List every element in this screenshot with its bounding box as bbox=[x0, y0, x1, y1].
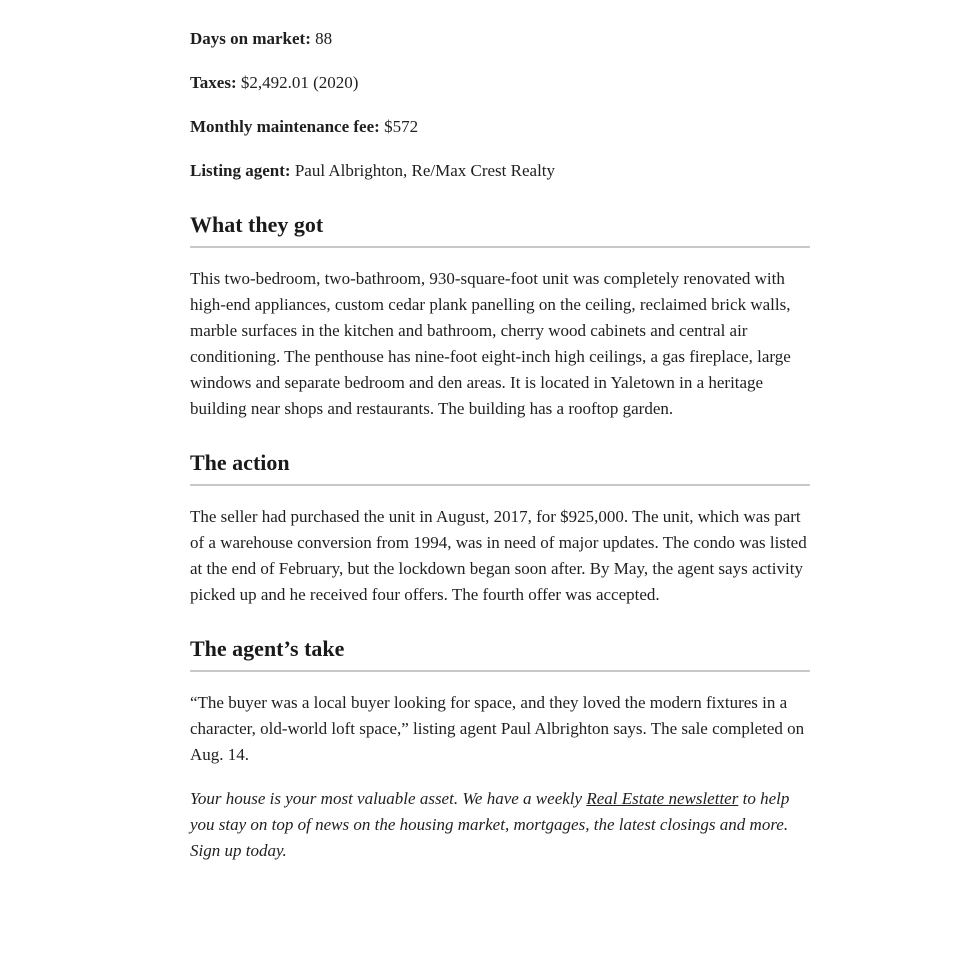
fact-previous-price-clipped bbox=[190, 0, 810, 6]
newsletter-promo bbox=[190, 786, 810, 864]
newsletter-link[interactable]: Real Estate newsletter bbox=[586, 789, 739, 808]
section-heading: The agent’s take bbox=[190, 634, 810, 672]
fact-label: Monthly maintenance fee: bbox=[190, 117, 380, 136]
fact-label: Listing agent: bbox=[190, 161, 291, 180]
fact-value: $2,492.01 (2020) bbox=[240, 73, 359, 92]
fact-listing-agent bbox=[190, 158, 810, 184]
section-heading: What they got bbox=[190, 210, 810, 248]
section-paragraph: The seller had purchased the unit in August, 2017, for $925,000. The unit, which was part of a warehouse conversion from 1994, was in need of major updates. The condo was listed at the end of February, but the lockdown began soon after. By May, the agent says activity picked up and he received four offers. The fourth offer was accepted. bbox=[190, 507, 807, 604]
promo-text-after: to help you stay on top of news on the housing market, mortgages, the latest closings and more. Sign up today. bbox=[190, 789, 790, 860]
fact-value: $572 bbox=[384, 117, 419, 136]
fact-label: Taxes: bbox=[190, 73, 237, 92]
promo-text-before: Your house is your most valuable asset. We have a weekly bbox=[190, 789, 587, 808]
section-the-action bbox=[190, 448, 810, 608]
fact-label: Days on market: bbox=[190, 29, 311, 48]
section-agents-take bbox=[190, 634, 810, 768]
fact-maintenance-fee bbox=[190, 114, 810, 140]
fact-taxes bbox=[190, 70, 810, 96]
section-paragraph: “The buyer was a local buyer looking for space, and they loved the modern fixtures in a character, old-world loft space,” listing agent Paul Albrighton says. The sale completed on Aug. 14. bbox=[190, 693, 805, 764]
fact-days-on-market bbox=[190, 26, 810, 52]
section-paragraph: This two-bedroom, two-bathroom, 930-square-foot unit was completely renovated with high-end appliances, custom cedar plank panelling on the ceiling, reclaimed brick walls, marble surfaces in the kitchen and bathroom, cherry wood cabinets and central air conditioning. The penthouse has nine-foot eight-inch high ceilings, a gas fireplace, large windows and separate bedroom and den areas. It is located in Yaletown in a heritage building near shops and restaurants. The building has a rooftop garden. bbox=[190, 269, 791, 418]
fact-value: 88 bbox=[315, 29, 333, 48]
section-heading: The action bbox=[190, 448, 810, 486]
section-what-they-got bbox=[190, 210, 810, 422]
article-body bbox=[190, 0, 810, 864]
fact-value: Paul Albrighton, Re/Max Crest Realty bbox=[294, 161, 556, 180]
